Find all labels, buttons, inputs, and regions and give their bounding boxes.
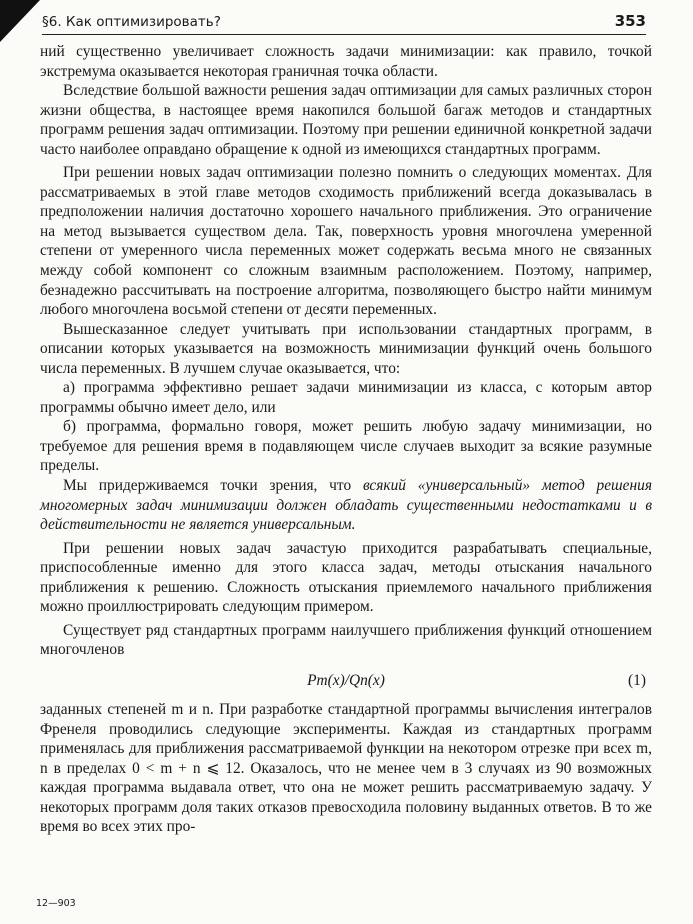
page-number: 353 (614, 12, 646, 30)
running-header (42, 12, 646, 35)
paragraph: Вышесказанное следует учитывать при использовании стандартных программ, в описании которых указывается на возможность минимизации функций очень большого числа переменных. В лучшем случае оказывается, что: (40, 320, 652, 377)
paragraph: Существует ряд стандартных программ наилучшего приближения функций отношением многочленов (40, 621, 652, 659)
paragraph-continuation: ний существенно увеличивает сложность задачи минимизации: как правило, точкой экстремума оказывается некоторая граничная точка области. (40, 43, 652, 80)
display-formula (40, 666, 652, 696)
page-corner-mark (0, 0, 40, 42)
paragraph-thesis (40, 476, 652, 535)
formula-expression: Pm(x)/Qn(x) (307, 671, 385, 689)
thesis-lead: Мы придерживаемся точки зрения, что (63, 477, 352, 495)
list-item-a: а) программа эффективно решает задачи минимизации из класса, с которым автор программы обычно имеет дело, или (40, 379, 652, 416)
paragraph: При решении новых задач зачастую приходится разрабатывать специальные, приспособленные именно для этого класса задач, методы отыскания начального приближения к решению. Сложность отыскания приемлемого начального приближения можно проиллюстрировать следующим примером. (40, 539, 652, 616)
paragraph: При решении новых задач оптимизации полезно помнить о следующих моментах. Для рассматриваемых в этой главе методов сходимость приближений всегда доказывалась в предположении наличия достаточно хорошего начального приближения. Это ограничение на метод вызывается существом дела. Так, поверхность уровня многочлена умеренной степени от умеренного числа переменных может содержать весьма много не связанных между собой компонент со сложным взаимным расположением. Поэтому, например, безнадежно рассчитывать на построение алгоритма, позволяющего быстро найти минимум любого многочлена восьмой степени от десяти переменных. (40, 164, 652, 319)
paragraph-continuation: заданных степеней m и n. При разработке стандартной программы вычисления интегралов Френеля проводились следующие эксперименты. Каждая из стандартных программ применялась для приближения рассматриваемой функции на некотором отрезке при всех m, n в пределах 0 < m + n ⩽ 12. Оказалось, что не менее чем в 3 случаях из 90 возможных каждая программа выдавала ответ, что она не может решить рассматриваемую задачу. У некоторых программ доля таких отказов превосходила половину выданных ответов. В то же время во всех этих про- (40, 700, 652, 836)
paragraph: Вследствие большой важности решения задач оптимизации для самых различных сторон жизни общества, в настоящее время накопился большой багаж методов и стандартных программ решения задач оптимизации. Поэтому при решении единичной конкретной задачи часто наиболее оправдано обращение к одной из имеющихся стандартных программ. (40, 82, 652, 158)
thesis-emphasis: всякий «универсальный» метод решения многомерных задач минимизации должен обладать существенными недостатками и в действительности не является универсальным. (40, 477, 652, 534)
equation-number: (1) (628, 671, 646, 689)
section-title: §6. Как оптимизировать? (42, 14, 221, 30)
signature-mark: 12—903 (36, 898, 76, 909)
list-item-b: б) программа, формально говоря, может решить любую задачу минимизации, но требуемое для решения время в подавляющем числе случаев выходит за всякие разумные пределы. (40, 418, 652, 475)
body-text (40, 42, 652, 837)
